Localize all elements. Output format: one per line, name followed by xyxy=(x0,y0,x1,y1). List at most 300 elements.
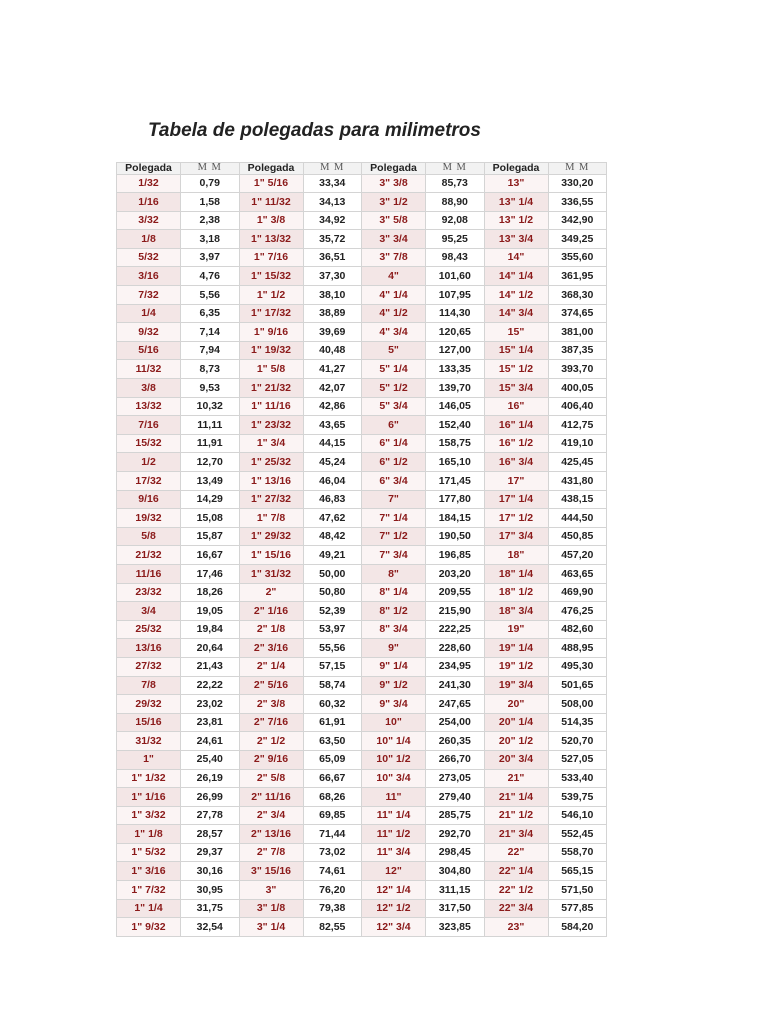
table-row xyxy=(117,732,607,751)
polegada-cell: 2" xyxy=(239,583,303,602)
polegada-cell: 15/16 xyxy=(117,713,181,732)
polegada-cell: 12" 1/2 xyxy=(362,899,426,918)
polegada-cell: 11" 1/2 xyxy=(362,825,426,844)
mm-cell: 7,14 xyxy=(181,323,240,342)
mm-cell: 26,99 xyxy=(181,788,240,807)
mm-cell: 42,86 xyxy=(303,397,362,416)
mm-cell: 266,70 xyxy=(426,750,485,769)
table-row xyxy=(117,788,607,807)
polegada-cell: 13" 1/4 xyxy=(484,193,548,212)
polegada-cell: 10" xyxy=(362,713,426,732)
polegada-cell: 1" 15/32 xyxy=(239,267,303,286)
polegada-cell: 12" xyxy=(362,862,426,881)
polegada-cell: 13" xyxy=(484,174,548,193)
polegada-cell: 15" 1/2 xyxy=(484,360,548,379)
table-row xyxy=(117,750,607,769)
polegada-cell: 16" 3/4 xyxy=(484,453,548,472)
polegada-cell: 23" xyxy=(484,918,548,937)
mm-cell: 355,60 xyxy=(548,248,607,267)
mm-cell: 6,35 xyxy=(181,304,240,323)
polegada-cell: 7/8 xyxy=(117,676,181,695)
mm-cell: 120,65 xyxy=(426,323,485,342)
mm-cell: 37,30 xyxy=(303,267,362,286)
mm-cell: 52,39 xyxy=(303,602,362,621)
mm-cell: 46,83 xyxy=(303,490,362,509)
mm-cell: 539,75 xyxy=(548,788,607,807)
polegada-cell: 11" 1/4 xyxy=(362,806,426,825)
mm-cell: 79,38 xyxy=(303,899,362,918)
mm-cell: 12,70 xyxy=(181,453,240,472)
polegada-cell: 1" 3/16 xyxy=(117,862,181,881)
mm-cell: 234,95 xyxy=(426,657,485,676)
polegada-cell: 23/32 xyxy=(117,583,181,602)
mm-cell: 419,10 xyxy=(548,434,607,453)
polegada-cell: 5" 1/2 xyxy=(362,379,426,398)
polegada-cell: 20" xyxy=(484,695,548,714)
polegada-cell: 10" 1/4 xyxy=(362,732,426,751)
polegada-cell: 1/32 xyxy=(117,174,181,193)
polegada-cell: 9/16 xyxy=(117,490,181,509)
polegada-cell: 13/16 xyxy=(117,639,181,658)
polegada-cell: 21" 1/4 xyxy=(484,788,548,807)
table-row xyxy=(117,639,607,658)
table-row xyxy=(117,620,607,639)
mm-cell: 584,20 xyxy=(548,918,607,937)
mm-cell: 476,25 xyxy=(548,602,607,621)
polegada-cell: 3" 1/8 xyxy=(239,899,303,918)
mm-cell: 3,97 xyxy=(181,248,240,267)
mm-cell: 577,85 xyxy=(548,899,607,918)
polegada-cell: 6" 3/4 xyxy=(362,472,426,491)
polegada-cell: 4" 3/4 xyxy=(362,323,426,342)
mm-cell: 57,15 xyxy=(303,657,362,676)
polegada-cell: 2" 5/8 xyxy=(239,769,303,788)
mm-cell: 514,35 xyxy=(548,713,607,732)
polegada-cell: 3" 3/8 xyxy=(362,174,426,193)
polegada-cell: 1" 9/32 xyxy=(117,918,181,937)
mm-cell: 24,61 xyxy=(181,732,240,751)
polegada-cell: 14" 3/4 xyxy=(484,304,548,323)
mm-cell: 39,69 xyxy=(303,323,362,342)
mm-cell: 330,20 xyxy=(548,174,607,193)
table-row xyxy=(117,676,607,695)
polegada-cell: 6" xyxy=(362,416,426,435)
mm-cell: 444,50 xyxy=(548,509,607,528)
mm-cell: 55,56 xyxy=(303,639,362,658)
mm-cell: 2,38 xyxy=(181,211,240,230)
mm-cell: 46,04 xyxy=(303,472,362,491)
polegada-cell: 1" 21/32 xyxy=(239,379,303,398)
table-row xyxy=(117,304,607,323)
polegada-cell: 17" 1/2 xyxy=(484,509,548,528)
mm-cell: 68,26 xyxy=(303,788,362,807)
mm-cell: 114,30 xyxy=(426,304,485,323)
polegada-cell: 1" 1/16 xyxy=(117,788,181,807)
polegada-cell: 22" 1/4 xyxy=(484,862,548,881)
table-row xyxy=(117,657,607,676)
table-row xyxy=(117,453,607,472)
mm-cell: 44,15 xyxy=(303,434,362,453)
polegada-cell: 3" xyxy=(239,881,303,900)
polegada-cell: 11" xyxy=(362,788,426,807)
header-mm-4: M M xyxy=(548,163,607,175)
header-mm-1: M M xyxy=(181,163,240,175)
mm-cell: 438,15 xyxy=(548,490,607,509)
polegada-cell: 25/32 xyxy=(117,620,181,639)
mm-cell: 533,40 xyxy=(548,769,607,788)
polegada-cell: 7" 3/4 xyxy=(362,546,426,565)
polegada-cell: 13/32 xyxy=(117,397,181,416)
mm-cell: 368,30 xyxy=(548,286,607,305)
mm-cell: 546,10 xyxy=(548,806,607,825)
polegada-cell: 1" 17/32 xyxy=(239,304,303,323)
mm-cell: 43,65 xyxy=(303,416,362,435)
mm-cell: 292,70 xyxy=(426,825,485,844)
polegada-cell: 10" 1/2 xyxy=(362,750,426,769)
polegada-cell: 1/8 xyxy=(117,230,181,249)
mm-cell: 33,34 xyxy=(303,174,362,193)
mm-cell: 69,85 xyxy=(303,806,362,825)
table-row xyxy=(117,546,607,565)
polegada-cell: 17/32 xyxy=(117,472,181,491)
mm-cell: 127,00 xyxy=(426,341,485,360)
mm-cell: 65,09 xyxy=(303,750,362,769)
polegada-cell: 14" 1/4 xyxy=(484,267,548,286)
polegada-cell: 4" xyxy=(362,267,426,286)
polegada-cell: 2" 5/16 xyxy=(239,676,303,695)
table-row xyxy=(117,713,607,732)
polegada-cell: 3/32 xyxy=(117,211,181,230)
table-row xyxy=(117,862,607,881)
polegada-cell: 22" 3/4 xyxy=(484,899,548,918)
mm-cell: 50,00 xyxy=(303,564,362,583)
mm-cell: 457,20 xyxy=(548,546,607,565)
polegada-cell: 1" 1/8 xyxy=(117,825,181,844)
table-row xyxy=(117,286,607,305)
table-row xyxy=(117,602,607,621)
mm-cell: 19,05 xyxy=(181,602,240,621)
polegada-cell: 11/32 xyxy=(117,360,181,379)
mm-cell: 495,30 xyxy=(548,657,607,676)
mm-cell: 425,45 xyxy=(548,453,607,472)
table-row xyxy=(117,341,607,360)
mm-cell: 101,60 xyxy=(426,267,485,286)
polegada-cell: 2" 1/8 xyxy=(239,620,303,639)
polegada-cell: 11/16 xyxy=(117,564,181,583)
mm-cell: 95,25 xyxy=(426,230,485,249)
mm-cell: 133,35 xyxy=(426,360,485,379)
polegada-cell: 20" 3/4 xyxy=(484,750,548,769)
table-row xyxy=(117,527,607,546)
mm-cell: 30,16 xyxy=(181,862,240,881)
table-row xyxy=(117,825,607,844)
mm-cell: 336,55 xyxy=(548,193,607,212)
mm-cell: 431,80 xyxy=(548,472,607,491)
mm-cell: 349,25 xyxy=(548,230,607,249)
header-polegada-3: Polegada xyxy=(362,163,426,175)
polegada-cell: 1" 29/32 xyxy=(239,527,303,546)
table-row xyxy=(117,695,607,714)
table-row xyxy=(117,509,607,528)
mm-cell: 9,53 xyxy=(181,379,240,398)
mm-cell: 469,90 xyxy=(548,583,607,602)
polegada-cell: 12" 3/4 xyxy=(362,918,426,937)
mm-cell: 8,73 xyxy=(181,360,240,379)
polegada-cell: 20" 1/2 xyxy=(484,732,548,751)
mm-cell: 26,19 xyxy=(181,769,240,788)
table-row xyxy=(117,843,607,862)
polegada-cell: 2" 1/4 xyxy=(239,657,303,676)
polegada-cell: 2" 3/8 xyxy=(239,695,303,714)
polegada-cell: 29/32 xyxy=(117,695,181,714)
polegada-cell: 16" 1/2 xyxy=(484,434,548,453)
mm-cell: 260,35 xyxy=(426,732,485,751)
mm-cell: 317,50 xyxy=(426,899,485,918)
polegada-cell: 3" 7/8 xyxy=(362,248,426,267)
polegada-cell: 1/2 xyxy=(117,453,181,472)
mm-cell: 463,65 xyxy=(548,564,607,583)
mm-cell: 16,67 xyxy=(181,546,240,565)
polegada-cell: 18" 3/4 xyxy=(484,602,548,621)
mm-cell: 48,42 xyxy=(303,527,362,546)
mm-cell: 31,75 xyxy=(181,899,240,918)
polegada-cell: 1" 3/8 xyxy=(239,211,303,230)
mm-cell: 36,51 xyxy=(303,248,362,267)
mm-cell: 285,75 xyxy=(426,806,485,825)
mm-cell: 158,75 xyxy=(426,434,485,453)
table-row xyxy=(117,323,607,342)
mm-cell: 98,43 xyxy=(426,248,485,267)
polegada-cell: 14" 1/2 xyxy=(484,286,548,305)
polegada-cell: 1" 7/16 xyxy=(239,248,303,267)
header-polegada-1: Polegada xyxy=(117,163,181,175)
polegada-cell: 1" 1/2 xyxy=(239,286,303,305)
polegada-cell: 12" 1/4 xyxy=(362,881,426,900)
mm-cell: 25,40 xyxy=(181,750,240,769)
mm-cell: 222,25 xyxy=(426,620,485,639)
mm-cell: 323,85 xyxy=(426,918,485,937)
polegada-cell: 3" 15/16 xyxy=(239,862,303,881)
polegada-cell: 19" 1/2 xyxy=(484,657,548,676)
polegada-cell: 22" 1/2 xyxy=(484,881,548,900)
table-row xyxy=(117,230,607,249)
polegada-cell: 5/16 xyxy=(117,341,181,360)
polegada-cell: 6" 1/4 xyxy=(362,434,426,453)
polegada-cell: 5/8 xyxy=(117,527,181,546)
polegada-cell: 21" 3/4 xyxy=(484,825,548,844)
mm-cell: 279,40 xyxy=(426,788,485,807)
mm-cell: 60,32 xyxy=(303,695,362,714)
mm-cell: 13,49 xyxy=(181,472,240,491)
polegada-cell: 2" 3/4 xyxy=(239,806,303,825)
header-mm-3: M M xyxy=(426,163,485,175)
mm-cell: 15,87 xyxy=(181,527,240,546)
mm-cell: 190,50 xyxy=(426,527,485,546)
table-row xyxy=(117,490,607,509)
polegada-cell: 18" 1/2 xyxy=(484,583,548,602)
mm-cell: 393,70 xyxy=(548,360,607,379)
mm-cell: 82,55 xyxy=(303,918,362,937)
mm-cell: 88,90 xyxy=(426,193,485,212)
polegada-cell: 18" xyxy=(484,546,548,565)
mm-cell: 58,74 xyxy=(303,676,362,695)
mm-cell: 85,73 xyxy=(426,174,485,193)
mm-cell: 27,78 xyxy=(181,806,240,825)
polegada-cell: 7" 1/2 xyxy=(362,527,426,546)
mm-cell: 139,70 xyxy=(426,379,485,398)
conversion-table-container xyxy=(116,162,606,937)
polegada-cell: 22" xyxy=(484,843,548,862)
polegada-cell: 5" 3/4 xyxy=(362,397,426,416)
mm-cell: 165,10 xyxy=(426,453,485,472)
table-header-row xyxy=(117,163,607,175)
polegada-cell: 6" 1/2 xyxy=(362,453,426,472)
mm-cell: 73,02 xyxy=(303,843,362,862)
polegada-cell: 7/16 xyxy=(117,416,181,435)
polegada-cell: 8" 1/4 xyxy=(362,583,426,602)
polegada-cell: 3" 1/4 xyxy=(239,918,303,937)
polegada-cell: 1" 3/4 xyxy=(239,434,303,453)
mm-cell: 71,44 xyxy=(303,825,362,844)
polegada-cell: 9" 3/4 xyxy=(362,695,426,714)
table-row xyxy=(117,248,607,267)
mm-cell: 406,40 xyxy=(548,397,607,416)
mm-cell: 304,80 xyxy=(426,862,485,881)
polegada-cell: 27/32 xyxy=(117,657,181,676)
polegada-cell: 2" 3/16 xyxy=(239,639,303,658)
polegada-cell: 1" 13/16 xyxy=(239,472,303,491)
mm-cell: 92,08 xyxy=(426,211,485,230)
polegada-cell: 11" 3/4 xyxy=(362,843,426,862)
mm-cell: 17,46 xyxy=(181,564,240,583)
mm-cell: 520,70 xyxy=(548,732,607,751)
mm-cell: 34,13 xyxy=(303,193,362,212)
mm-cell: 381,00 xyxy=(548,323,607,342)
mm-cell: 10,32 xyxy=(181,397,240,416)
polegada-cell: 13" 3/4 xyxy=(484,230,548,249)
polegada-cell: 3/8 xyxy=(117,379,181,398)
polegada-cell: 9" 1/2 xyxy=(362,676,426,695)
polegada-cell: 19" 3/4 xyxy=(484,676,548,695)
polegada-cell: 20" 1/4 xyxy=(484,713,548,732)
mm-cell: 53,97 xyxy=(303,620,362,639)
table-row xyxy=(117,583,607,602)
polegada-cell: 1" 31/32 xyxy=(239,564,303,583)
polegada-cell: 1" 25/32 xyxy=(239,453,303,472)
mm-cell: 247,65 xyxy=(426,695,485,714)
polegada-cell: 2" 9/16 xyxy=(239,750,303,769)
polegada-cell: 1" 1/4 xyxy=(117,899,181,918)
polegada-cell: 5/32 xyxy=(117,248,181,267)
polegada-cell: 1/16 xyxy=(117,193,181,212)
mm-cell: 7,94 xyxy=(181,341,240,360)
mm-cell: 41,27 xyxy=(303,360,362,379)
polegada-cell: 16" 1/4 xyxy=(484,416,548,435)
mm-cell: 400,05 xyxy=(548,379,607,398)
polegada-cell: 17" xyxy=(484,472,548,491)
mm-cell: 11,91 xyxy=(181,434,240,453)
mm-cell: 20,64 xyxy=(181,639,240,658)
polegada-cell: 1" 9/16 xyxy=(239,323,303,342)
polegada-cell: 3" 5/8 xyxy=(362,211,426,230)
header-mm-2: M M xyxy=(303,163,362,175)
polegada-cell: 1" 11/16 xyxy=(239,397,303,416)
polegada-cell: 21/32 xyxy=(117,546,181,565)
polegada-cell: 13" 1/2 xyxy=(484,211,548,230)
mm-cell: 49,21 xyxy=(303,546,362,565)
page-title: Tabela de polegadas para milimetros xyxy=(148,120,481,141)
header-polegada-2: Polegada xyxy=(239,163,303,175)
mm-cell: 177,80 xyxy=(426,490,485,509)
mm-cell: 527,05 xyxy=(548,750,607,769)
polegada-cell: 8" 1/2 xyxy=(362,602,426,621)
mm-cell: 74,61 xyxy=(303,862,362,881)
polegada-cell: 7/32 xyxy=(117,286,181,305)
mm-cell: 14,29 xyxy=(181,490,240,509)
polegada-cell: 1" 1/32 xyxy=(117,769,181,788)
mm-cell: 196,85 xyxy=(426,546,485,565)
polegada-cell: 1" xyxy=(117,750,181,769)
table-row xyxy=(117,267,607,286)
mm-cell: 203,20 xyxy=(426,564,485,583)
mm-cell: 508,00 xyxy=(548,695,607,714)
polegada-cell: 15/32 xyxy=(117,434,181,453)
mm-cell: 184,15 xyxy=(426,509,485,528)
polegada-cell: 3" 3/4 xyxy=(362,230,426,249)
polegada-cell: 16" xyxy=(484,397,548,416)
mm-cell: 11,11 xyxy=(181,416,240,435)
mm-cell: 241,30 xyxy=(426,676,485,695)
mm-cell: 15,08 xyxy=(181,509,240,528)
mm-cell: 558,70 xyxy=(548,843,607,862)
mm-cell: 171,45 xyxy=(426,472,485,491)
polegada-cell: 1" 5/32 xyxy=(117,843,181,862)
mm-cell: 66,67 xyxy=(303,769,362,788)
mm-cell: 50,80 xyxy=(303,583,362,602)
mm-cell: 571,50 xyxy=(548,881,607,900)
polegada-cell: 15" 3/4 xyxy=(484,379,548,398)
mm-cell: 40,48 xyxy=(303,341,362,360)
polegada-cell: 15" xyxy=(484,323,548,342)
table-row xyxy=(117,899,607,918)
polegada-cell: 3" 1/2 xyxy=(362,193,426,212)
mm-cell: 29,37 xyxy=(181,843,240,862)
mm-cell: 4,76 xyxy=(181,267,240,286)
mm-cell: 412,75 xyxy=(548,416,607,435)
polegada-cell: 21" 1/2 xyxy=(484,806,548,825)
conversion-table xyxy=(116,162,607,937)
mm-cell: 152,40 xyxy=(426,416,485,435)
table-row xyxy=(117,769,607,788)
polegada-cell: 8" 3/4 xyxy=(362,620,426,639)
polegada-cell: 2" 7/8 xyxy=(239,843,303,862)
polegada-cell: 15" 1/4 xyxy=(484,341,548,360)
table-row xyxy=(117,360,607,379)
mm-cell: 45,24 xyxy=(303,453,362,472)
polegada-cell: 14" xyxy=(484,248,548,267)
mm-cell: 28,57 xyxy=(181,825,240,844)
polegada-cell: 31/32 xyxy=(117,732,181,751)
mm-cell: 76,20 xyxy=(303,881,362,900)
polegada-cell: 5" xyxy=(362,341,426,360)
polegada-cell: 3/16 xyxy=(117,267,181,286)
polegada-cell: 7" 1/4 xyxy=(362,509,426,528)
polegada-cell: 1" 15/16 xyxy=(239,546,303,565)
mm-cell: 19,84 xyxy=(181,620,240,639)
mm-cell: 38,10 xyxy=(303,286,362,305)
polegada-cell: 8" xyxy=(362,564,426,583)
polegada-cell: 1" 11/32 xyxy=(239,193,303,212)
